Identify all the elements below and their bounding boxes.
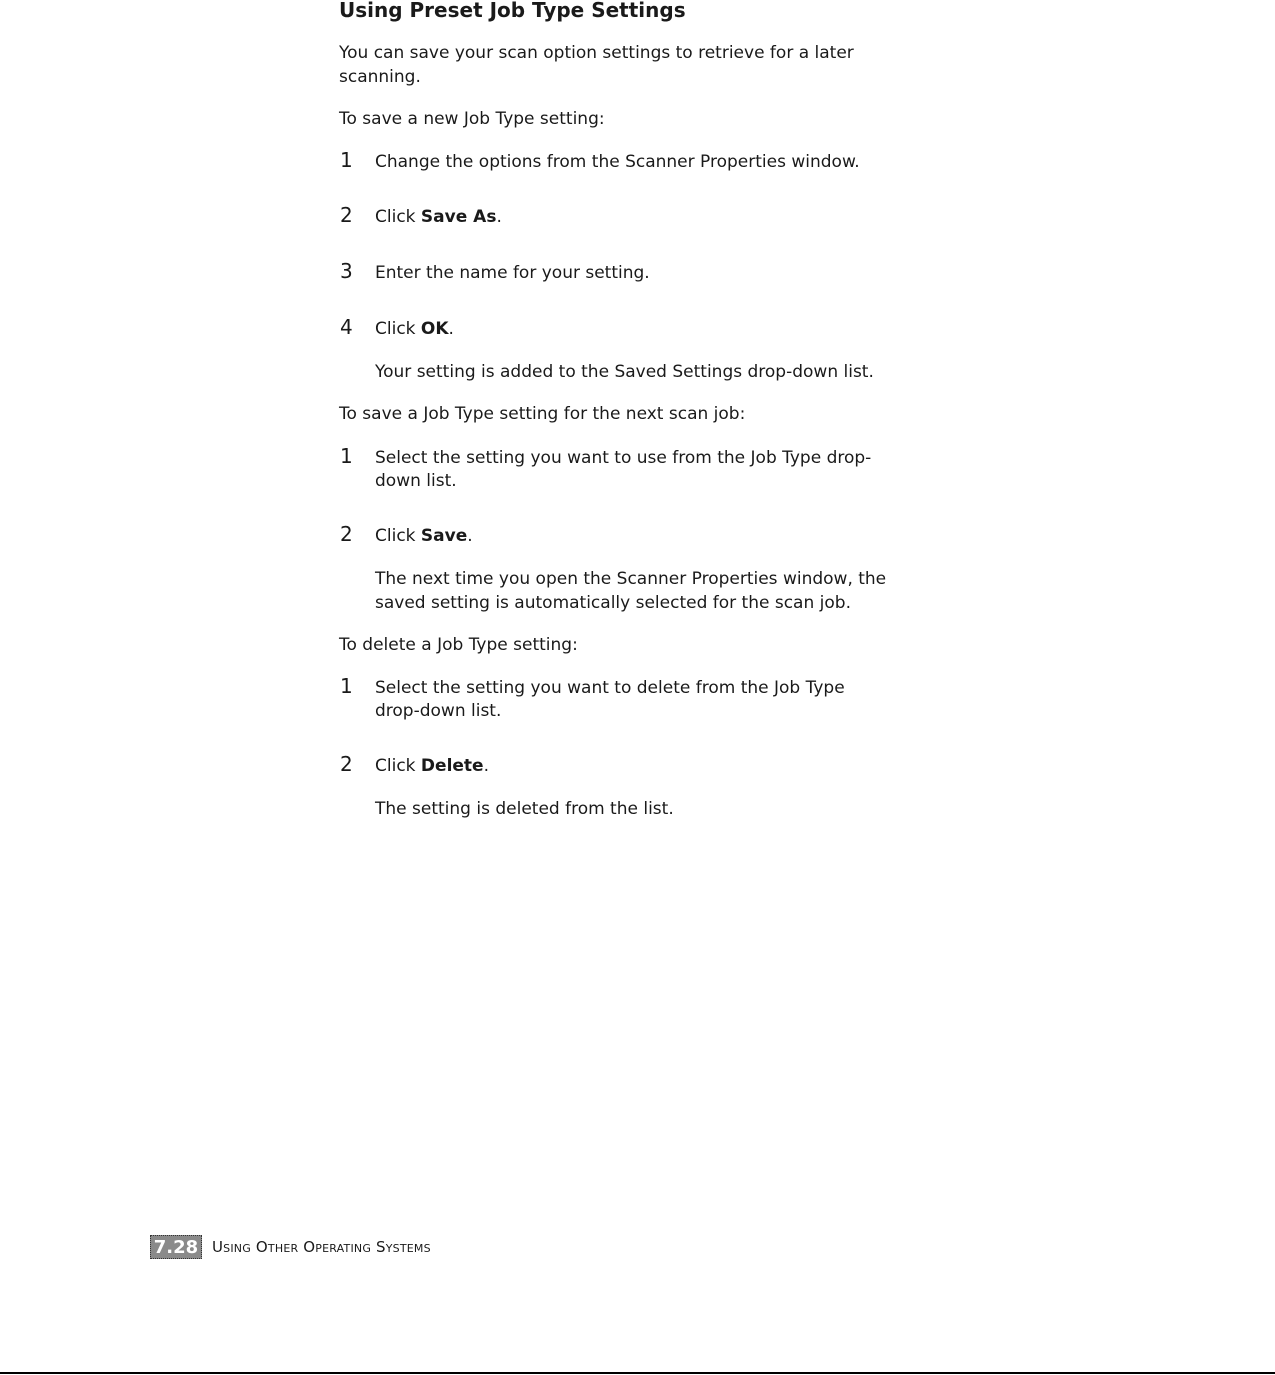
section-delete-lead: To delete a Job Type setting: [339,635,578,655]
page-title: Using Preset Job Type Settings [339,0,686,22]
page-number-badge: 7.28 [150,1235,202,1259]
step-number: 2 [340,752,353,776]
step-text: Click OK. [375,319,454,339]
intro-line-1: You can save your scan option settings to retrieve for a later [339,43,854,63]
step-note: Your setting is added to the Saved Settings drop-down list. [375,362,874,382]
step-text-continued: down list. [375,471,457,491]
bottom-rule [0,1372,1275,1374]
step-text: Click Save. [375,526,473,546]
step-number: 4 [340,315,353,339]
step-text: Enter the name for your setting. [375,263,650,283]
intro-line-2: scanning. [339,67,421,87]
step-number: 1 [340,148,353,172]
step-text: Click Delete. [375,756,489,776]
step-note-continued: saved setting is automatically selected for the scan job. [375,593,851,613]
step-text: Select the setting you want to use from the Job Type drop- [375,448,872,468]
step-number: 2 [340,203,353,227]
bold-command: Save [420,526,468,546]
bold-command: OK [420,319,449,339]
step-number: 2 [340,522,353,546]
step-note: The setting is deleted from the list. [375,799,674,819]
step-text: Change the options from the Scanner Properties window. [375,152,860,172]
step-note: The next time you open the Scanner Properties window, the [375,569,887,589]
section-next-lead: To save a Job Type setting for the next scan job: [339,404,746,424]
bold-command: Save As [420,207,497,227]
step-text: Select the setting you want to delete from the Job Type [375,678,845,698]
bold-command: Delete [420,756,484,776]
chapter-title: Using Other Operating Systems [212,1238,431,1256]
step-number: 3 [340,259,353,283]
step-number: 1 [340,674,353,698]
step-text: Click Save As. [375,207,502,227]
section-new-lead: To save a new Job Type setting: [339,109,605,129]
step-number: 1 [340,444,353,468]
page-footer [150,1235,431,1259]
step-text-continued: drop-down list. [375,701,502,721]
